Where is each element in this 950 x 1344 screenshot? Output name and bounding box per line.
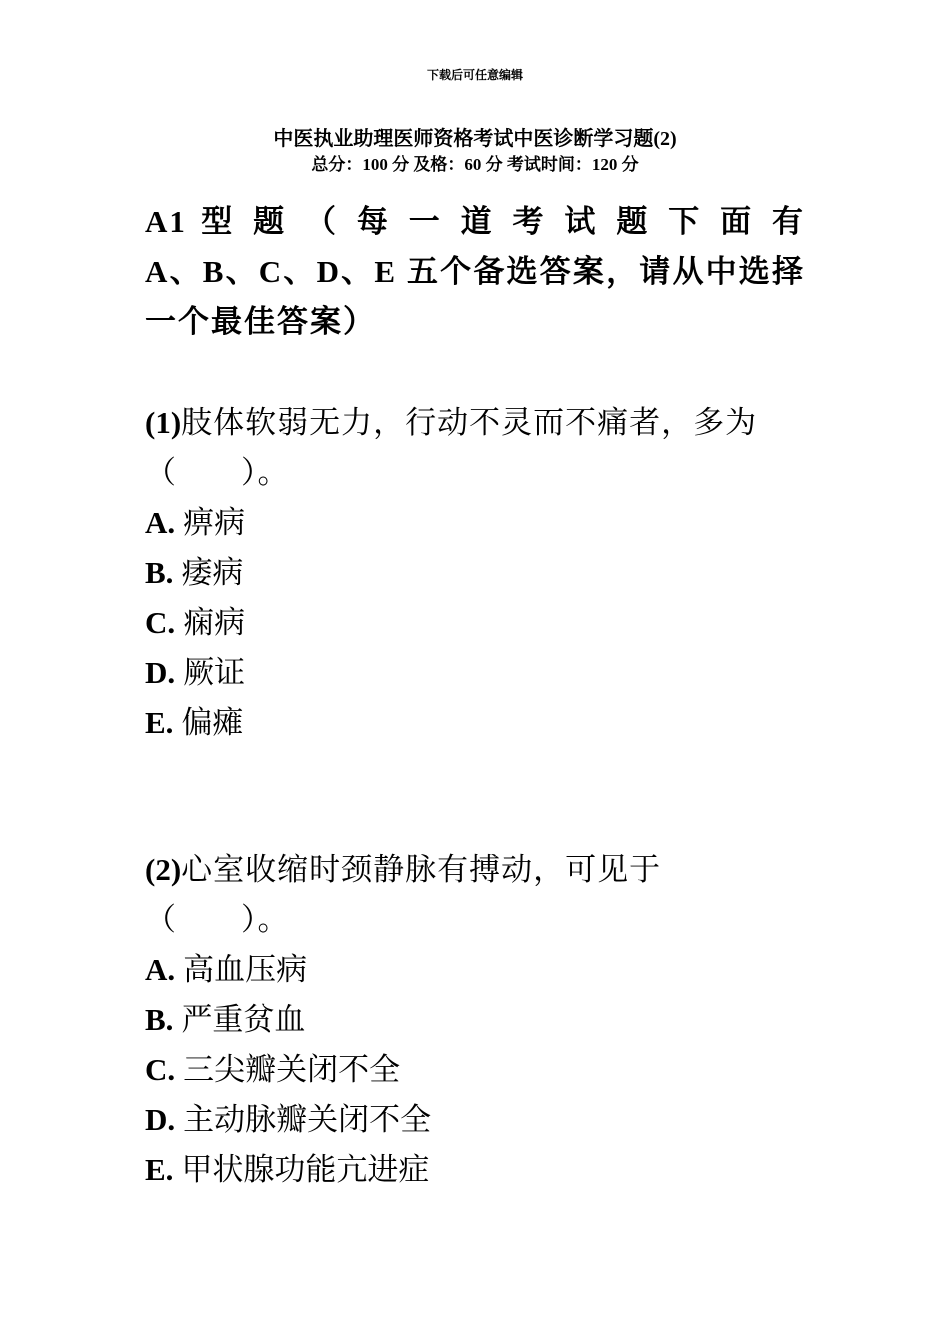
option-letter: A. <box>145 952 176 987</box>
question-stem <box>145 845 805 945</box>
option-letter: D. <box>145 1102 176 1137</box>
option-letter: A. <box>145 505 176 540</box>
question-2 <box>145 845 805 1195</box>
question-text: 心室收缩时颈静脉有搏动，可见于（ ）。 <box>145 852 662 937</box>
option-letter: B. <box>145 1002 174 1037</box>
instructions-rest: A、B、C、D、E 五个备选答案，请从中选择一个最佳答案） <box>145 254 805 339</box>
option-b <box>145 995 805 1045</box>
instructions-line1: A1 型 题 （ 每 一 道 考 试 题 下 面 有 <box>145 204 805 239</box>
section-instructions <box>145 197 805 347</box>
option-text: 严重贫血 <box>181 1002 306 1037</box>
option-text: 甲状腺功能亢进症 <box>181 1152 430 1187</box>
question-number: (2) <box>145 852 182 887</box>
option-c <box>145 1045 805 1095</box>
option-text: 主动脉瓣关闭不全 <box>183 1102 432 1137</box>
question-stem <box>145 398 805 498</box>
option-e <box>145 1145 805 1195</box>
question-number: (1) <box>145 405 182 440</box>
option-letter: D. <box>145 655 176 690</box>
option-text: 痹病 <box>183 505 246 540</box>
option-text: 厥证 <box>183 655 246 690</box>
option-text: 痿病 <box>181 555 244 590</box>
option-d <box>145 1095 805 1145</box>
question-text: 肢体软弱无力，行动不灵而不痛者，多为（ ）。 <box>145 405 758 490</box>
option-d <box>145 648 805 698</box>
option-a <box>145 498 805 548</box>
exam-meta: 总分：100 分 及格：60 分 考试时间：120 分 <box>311 155 639 174</box>
option-a <box>145 945 805 995</box>
question-1 <box>145 398 805 748</box>
document-title: 中医执业助理医师资格考试中医诊断学习题(2) <box>273 128 677 150</box>
option-letter: B. <box>145 555 174 590</box>
option-letter: C. <box>145 605 176 640</box>
option-text: 痫病 <box>183 605 246 640</box>
header-note: 下载后可任意编辑 <box>426 68 523 82</box>
option-b <box>145 548 805 598</box>
option-letter: E. <box>145 705 174 740</box>
option-text: 高血压病 <box>183 952 308 987</box>
option-text: 三尖瓣关闭不全 <box>183 1052 401 1087</box>
option-letter: E. <box>145 1152 174 1187</box>
option-text: 偏瘫 <box>181 705 244 740</box>
option-letter: C. <box>145 1052 176 1087</box>
option-c <box>145 598 805 648</box>
option-e <box>145 698 805 748</box>
